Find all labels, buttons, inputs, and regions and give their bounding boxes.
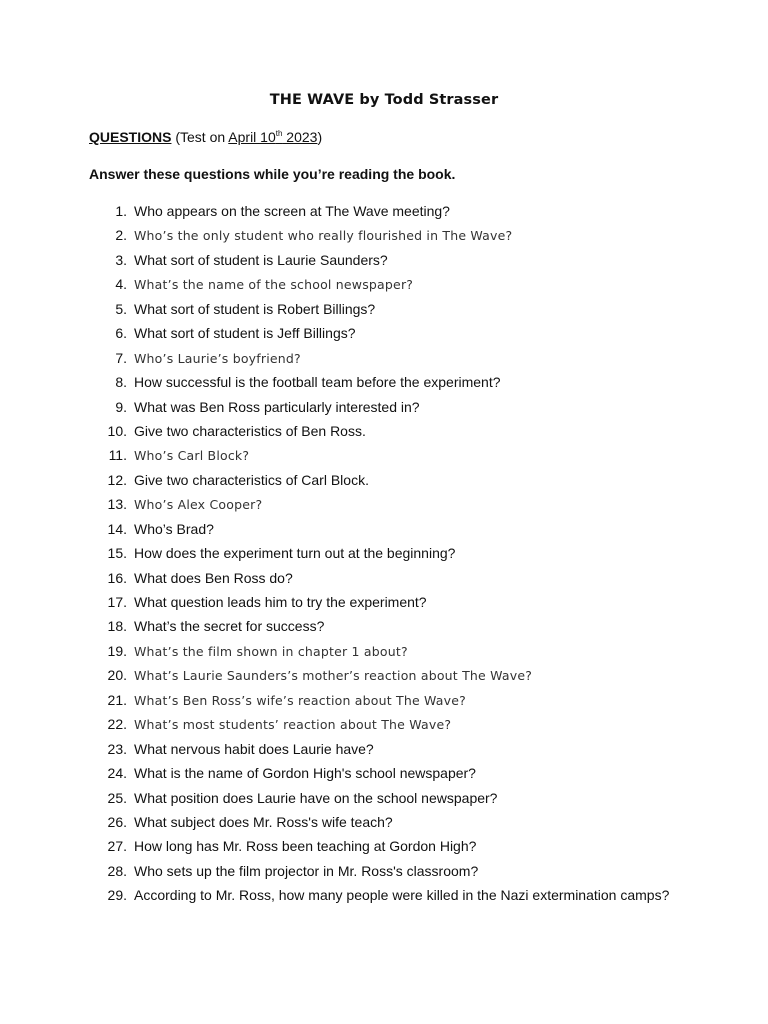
- question-number: 13.: [107, 496, 127, 513]
- question-number: 9.: [115, 398, 127, 415]
- test-date: [228, 129, 317, 145]
- questions-heading-line: [89, 129, 322, 145]
- question-text: What’s Laurie Saunders’s mother’s reaction about The Wave?: [134, 668, 533, 684]
- question-text: What’s the name of the school newspaper?: [134, 277, 414, 293]
- question-text: What sort of student is Laurie Saunders?: [134, 251, 388, 268]
- question-text: Give two characteristics of Ben Ross.: [134, 422, 366, 439]
- question-number: 1.: [115, 203, 127, 219]
- question-number: 15.: [107, 545, 127, 562]
- question-number: 25.: [107, 789, 127, 806]
- question-text: Who’s Carl Block?: [134, 448, 250, 464]
- question-text: What subject does Mr. Ross's wife teach?: [134, 813, 393, 830]
- question-text: How long has Mr. Ross been teaching at Gordon High?: [134, 838, 477, 855]
- question-text: What’s Ben Ross’s wife’s reaction about The Wave?: [134, 692, 466, 708]
- question-number: 17.: [107, 594, 127, 610]
- question-text: What sort of student is Robert Billings?: [134, 300, 376, 317]
- question-number: 27.: [107, 838, 127, 855]
- question-text: Who sets up the film projector in Mr. Ross's classroom?: [134, 862, 479, 879]
- question-number: 2.: [115, 227, 127, 244]
- question-number: 22.: [107, 716, 127, 733]
- question-text: Who’s the only student who really flourished in The Wave?: [134, 228, 513, 244]
- question-text: What sort of student is Jeff Billings?: [134, 325, 356, 342]
- question-number: 14.: [107, 520, 127, 537]
- question-text: Who’s Laurie’s boyfriend?: [134, 350, 301, 366]
- question-text: What nervous habit does Laurie have?: [134, 740, 374, 757]
- question-text: What’s most students’ reaction about The Wave?: [134, 717, 452, 733]
- test-suffix: ): [317, 129, 323, 145]
- question-text: Who’s Brad?: [134, 520, 214, 537]
- question-text: According to Mr. Ross, how many people were killed in the Nazi extermination camps?: [134, 887, 670, 904]
- question-text: What does Ben Ross do?: [134, 569, 293, 586]
- question-text: What position does Laurie have on the school newspaper?: [134, 789, 498, 806]
- test-prefix: (Test on: [171, 129, 229, 145]
- question-number: 16.: [107, 569, 127, 586]
- question-number: 21.: [107, 691, 127, 708]
- question-number: 11.: [108, 447, 127, 464]
- question-number: 24.: [107, 765, 127, 782]
- document-title: THE WAVE by Todd Strasser: [269, 92, 499, 108]
- question-text: How does the experiment turn out at the beginning?: [134, 545, 456, 562]
- question-number: 8.: [115, 374, 127, 391]
- questions-heading: QUESTIONS: [89, 129, 172, 145]
- test-date-year: 2023: [282, 129, 318, 145]
- question-text: What’s the secret for success?: [134, 618, 325, 635]
- question-number: 4.: [115, 276, 127, 293]
- question-text: Give two characteristics of Carl Block.: [134, 471, 369, 488]
- question-number: 28.: [107, 862, 127, 879]
- question-text: Who’s Alex Cooper?: [134, 497, 263, 513]
- test-date-suffix: th: [275, 129, 283, 138]
- question-text: What’s the film shown in chapter 1 about?: [134, 643, 408, 659]
- question-number: 6.: [115, 325, 127, 342]
- question-number: 19.: [107, 642, 127, 659]
- question-number: 23.: [107, 740, 127, 757]
- question-number: 10.: [107, 422, 127, 439]
- question-number: 7.: [115, 349, 127, 366]
- question-number: 29.: [107, 887, 127, 904]
- instruction-text: Answer these questions while you’re reading the book.: [89, 166, 456, 182]
- question-text: What question leads him to try the experiment?: [134, 594, 427, 610]
- question-number: 20.: [107, 667, 127, 684]
- question-text: What is the name of Gordon High's school newspaper?: [134, 765, 476, 782]
- question-number: 26.: [107, 813, 127, 830]
- question-text: What was Ben Ross particularly interested in?: [134, 398, 420, 415]
- question-text: How successful is the football team before the experiment?: [134, 374, 501, 391]
- question-number: 5.: [115, 300, 127, 317]
- question-number: 18.: [107, 618, 127, 635]
- question-number: 3.: [115, 251, 127, 268]
- test-date-day: April 10: [228, 129, 276, 145]
- question-text: Who appears on the screen at The Wave meeting?: [134, 203, 450, 219]
- question-number: 12.: [107, 471, 127, 488]
